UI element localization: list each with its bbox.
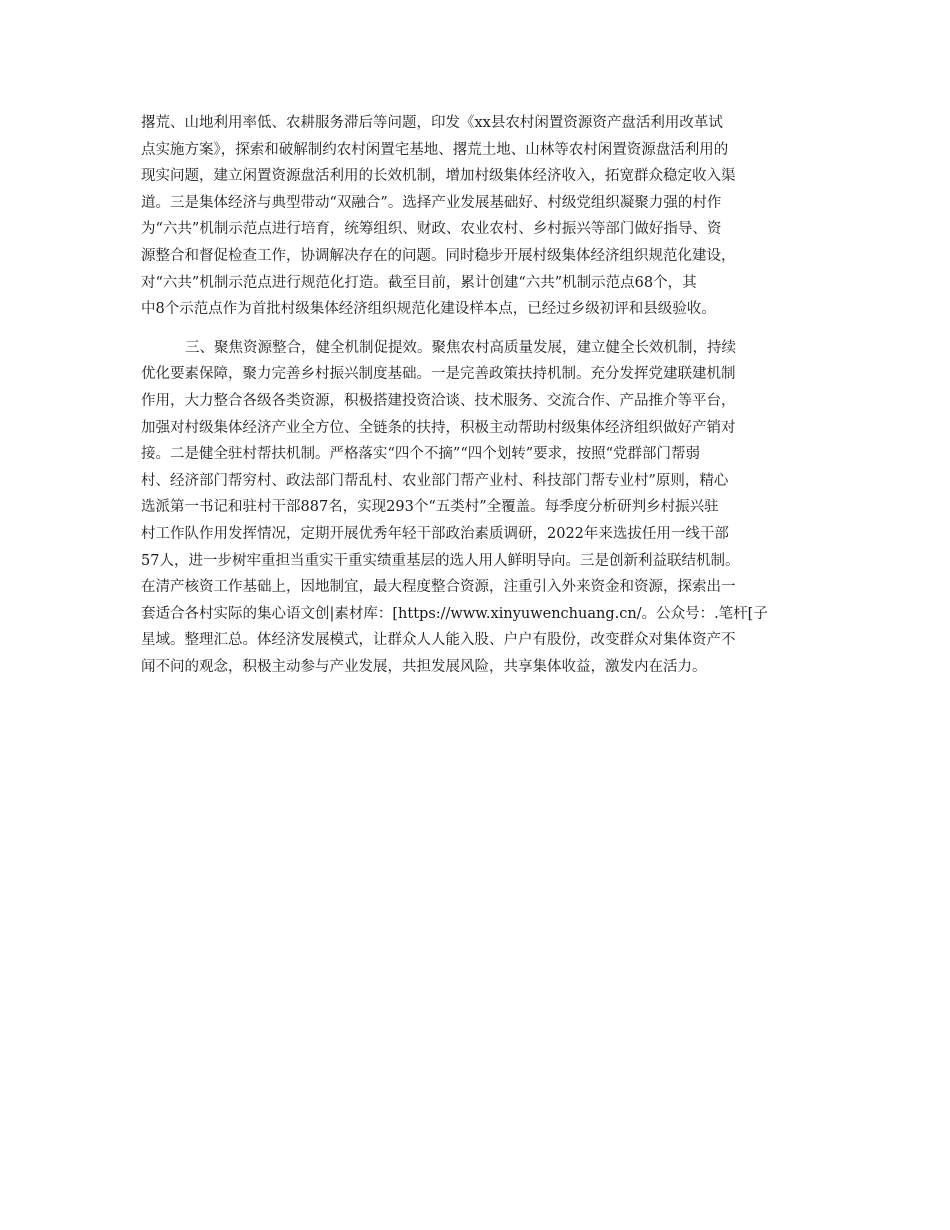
text-line: 加强对村级集体经济产业全方位、全链条的扶持，积极主动帮助村级集体经济组织做好产销对 bbox=[141, 419, 736, 436]
paragraph-1 bbox=[141, 110, 825, 323]
text-line: 作用，大力整合各级各类资源，积极搭建投资洽谈、技术服务、交流合作、产品推介等平台， bbox=[141, 392, 736, 409]
text-line: 源整合和督促检查工作，协调解决存在的问题。同时稳步开展村级集体经济组织规范化建设， bbox=[141, 247, 736, 264]
text-line: 现实问题，建立闲置资源盘活利用的长效机制，增加村级集体经济收入，拓宽群众稳定收入渠 bbox=[141, 168, 736, 185]
text-line: 撂荒、山地利用率低、农耕服务滞后等问题，印发《xx县农村闲置资源资产盘活利用改革试 bbox=[141, 115, 723, 131]
text-line: 优化要素保障，聚力完善乡村振兴制度基础。一是完善政策扶持机制。充分发挥党建联建机制 bbox=[141, 366, 736, 383]
text-line: 套适合各村实际的集心语文创|素材库：[https://www.xinyuwenchuang.cn/。公众号：.笔杆[子 bbox=[141, 605, 768, 622]
text-line: 道。三是集体经济与典型带动“双融合”。选择产业发展基础好、村级党组织凝聚力强的村作 bbox=[141, 194, 722, 211]
text-line: 村、经济部门帮穷村、政法部门帮乱村、农业部门帮产业村、科技部门帮专业村”原则，精心 bbox=[141, 472, 729, 489]
text-line: 星域。整理汇总。体经济发展模式，让群众人人能入股、户户有股份，改变群众对集体资产不 bbox=[141, 632, 736, 649]
text-line: 闻不问的观念，积极主动参与产业发展，共担发展风险，共享集体收益，激发内在活力。 bbox=[141, 658, 707, 675]
text-line: 为“六共”机制示范点进行培育，统筹组织、财政、农业农村、乡村振兴等部门做好指导、资 bbox=[141, 221, 722, 238]
text-line: 选派第一书记和驻村干部887名，实现293个“五类村”全覆盖。每季度分析研判乡村振兴驻 bbox=[141, 499, 719, 516]
text-line: 村工作队作用发挥情况，定期开展优秀年轻干部政治素质调研，2022年来选拔任用一线干部 bbox=[141, 525, 729, 542]
text-line: 点实施方案》，探索和破解制约农村闲置宅基地、撂荒土地、山林等农村闲置资源盘活利用的 bbox=[141, 141, 729, 158]
document-body bbox=[141, 110, 825, 680]
text-line: 接。二是健全驻村帮扶机制。严格落实“四个不摘”“四个划转”要求，按照“党群部门帮弱 bbox=[141, 446, 701, 463]
text-line-indented: 三、聚焦资源整合，健全机制促提效。聚焦农村高质量发展，建立健全长效机制，持续 bbox=[185, 339, 736, 356]
text-line: 在清产核资工作基础上，因地制宜，最大程度整合资源，注重引入外来资金和资源，探索出一 bbox=[141, 579, 736, 596]
text-line: 57人，进一步树牢重担当重实干重实绩重基层的选人用人鲜明导向。三是创新利益联结机制。 bbox=[141, 552, 740, 569]
text-line: 对“六共”机制示范点进行规范化打造。截至目前，累计创建“六共”机制示范点68个，其 bbox=[141, 274, 697, 291]
paragraph-2 bbox=[141, 335, 825, 681]
text-line: 中8个示范点作为首批村级集体经济组织规范化建设样本点，已经过乡级初评和县级验收。 bbox=[141, 301, 716, 318]
